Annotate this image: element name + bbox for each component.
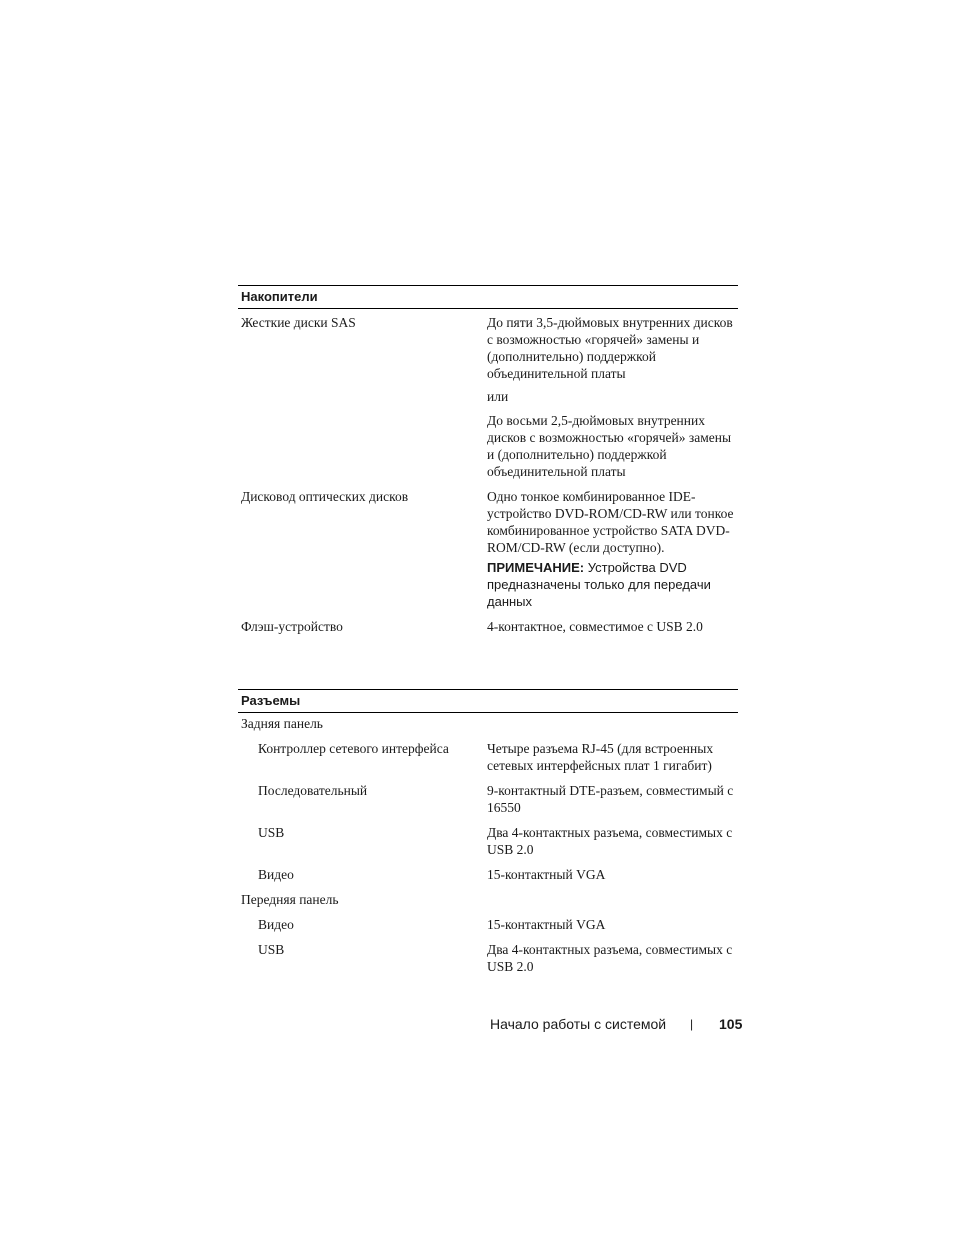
spec-value: 15-контактный VGA: [487, 917, 606, 932]
footer-separator: |: [690, 1017, 694, 1031]
spec-row-usb-front: [238, 941, 738, 975]
spec-value: Два 4-контактных разъема, совместимых с USB 2.0: [487, 942, 733, 974]
storage-heading: Накопители: [238, 285, 738, 309]
spec-label: USB: [258, 825, 285, 840]
spec-value: 4-контактное, совместимое с USB 2.0: [487, 619, 703, 634]
subsection-front-panel: [238, 891, 738, 908]
spec-value-or: или: [487, 389, 509, 404]
spec-label: Контроллер сетевого интерфейса: [258, 741, 449, 756]
connectors-heading: Разъемы: [238, 689, 738, 713]
spec-value: [487, 314, 737, 480]
spec-label: Видео: [258, 867, 294, 882]
spec-label: USB: [258, 942, 285, 957]
spec-row-video-front: [238, 916, 738, 933]
note-text: Устройства DVD предназначены только для передачи данных: [487, 560, 711, 609]
subsection-label: Задняя панель: [241, 716, 323, 731]
spec-label: Дисковод оптических дисков: [241, 489, 409, 504]
spec-label: Последовательный: [258, 783, 368, 798]
spec-row-video-back: [238, 866, 738, 883]
spec-value-text: До восьми 2,5-дюймовых внутренних дисков с возможностью «горячей» замены и (дополнительно) поддержкой объединительной платы: [487, 413, 732, 479]
storage-section: [238, 285, 738, 635]
note: [487, 559, 737, 610]
spec-row-usb-back: [238, 824, 738, 858]
connectors-section: [238, 689, 738, 975]
spec-value-text: До пяти 3,5-дюймовых внутренних дисков с возможностью «горячей» замены и (дополнительно) поддержкой объединительной платы: [487, 315, 733, 381]
spec-row-sas-disks: [238, 314, 738, 480]
spec-value: 9-контактный DTE-разъем, совместимый с 16550: [487, 783, 734, 815]
spec-label: Видео: [258, 917, 294, 932]
spec-label: Флэш-устройство: [241, 619, 343, 634]
spec-row-flash: [238, 618, 738, 635]
spec-value-text: Одно тонкое комбинированное IDE-устройство DVD-ROM/CD-RW или тонкое комбинированное устройство SATA DVD-ROM/CD-RW (если доступно).: [487, 489, 734, 555]
note-label: ПРИМЕЧАНИЕ:: [487, 560, 585, 575]
subsection-label: Передняя панель: [241, 892, 339, 907]
spec-row-serial: [238, 782, 738, 816]
spec-row-optical-drive: [238, 488, 738, 610]
spec-label: Жесткие диски SAS: [241, 315, 356, 330]
page-number: 105: [719, 1016, 743, 1032]
subsection-back-panel: [238, 715, 738, 732]
spec-value: Четыре разъема RJ-45 (для встроенных сетевых интерфейсных плат 1 гигабит): [487, 741, 714, 773]
spec-value: Два 4-контактных разъема, совместимых с USB 2.0: [487, 825, 733, 857]
footer-section-title: Начало работы с системой: [490, 1016, 667, 1032]
spec-row-nic: [238, 740, 738, 774]
spec-value: 15-контактный VGA: [487, 867, 606, 882]
spec-value: [487, 488, 737, 610]
